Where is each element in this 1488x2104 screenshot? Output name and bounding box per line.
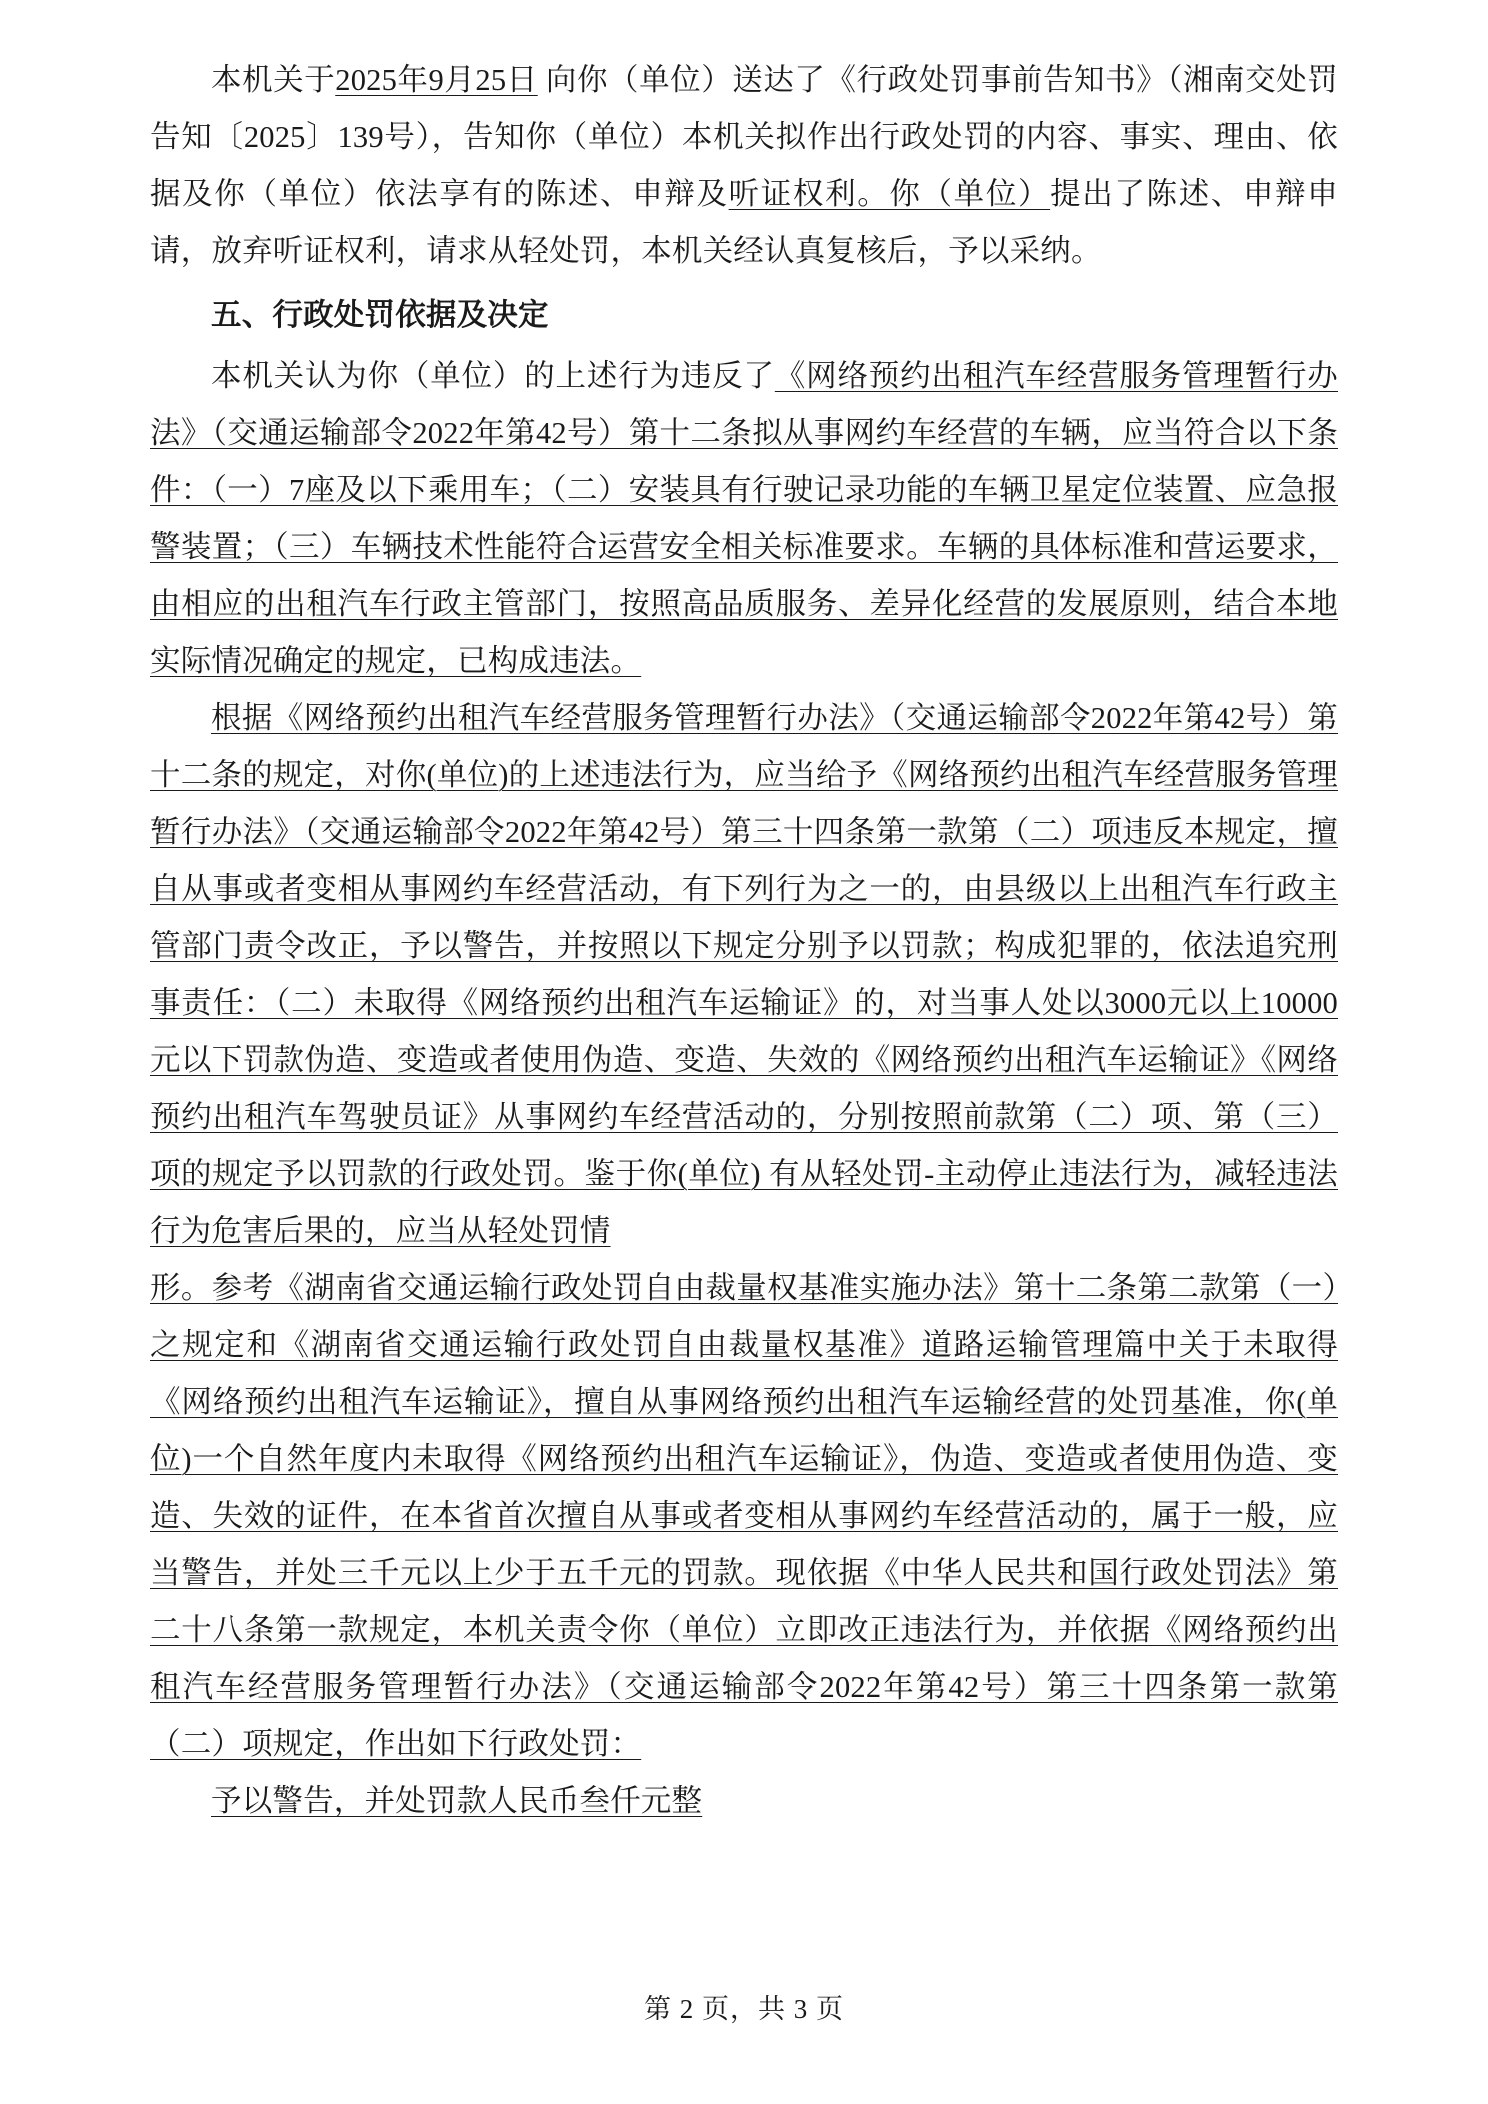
notice-paragraph [150,52,1338,280]
penalty-result-paragraph [150,1773,1338,1830]
violation-basis-run-0: 本机关认为你（单位）的上述行为违反了 [211,359,775,393]
violation-basis-paragraph [150,348,1338,690]
discretion-standard-run-1: 参考《湖南省交通运输行政处罚自由裁量权基准实施办法》第十二条第二款第（一）之规定和《湖南省交通运输行政处罚自由裁量权基准》道路运输管理篇中关于未取得《网络预约出租汽车运输证》，擅自从事网络预约出租汽车运输经营的处罚基准，你(单位)一个自然年度内未取得《网络预约出租汽车运输证》，伪造、变造或者使用伪造、变造、失效的证件，在本省首次擅自从事或者变相从事网约车经营活动的，属于一般，应当警告，并处三千元以上少于五千元的罚款。现依据《中华人民共和国行政处罚法》第二十八条第一款规定，本机关责令你（单位）立即改正违法行为，并依据《网络预约出租汽车经营服务管理暂行办法》（交通运输部令2022年第42号）第三十四条第一款第（二）项规定，作出如下行政处罚： [150,1271,1338,1761]
notice-run-0: 本机关于 [211,63,336,97]
discretion-standard-paragraph [150,1260,1338,1773]
document-body [150,52,1338,1830]
notice-date: 2025年9月25日 [335,63,538,97]
notice-run-4: 提出了陈述、申辩申请，放弃听证权利，请求从轻处罚，本机关经认真复核后，予以采纳。 [150,177,1338,268]
penalty-result-text: 予以警告，并处罚款人民币叁仟元整 [211,1784,703,1818]
violation-basis-run-1: 《网络预约出租汽车经营服务管理暂行办法》（交通运输部令2022年第42号）第十二条拟从事网约车经营的车辆，应当符合以下条件：（一）7座及以下乘用车；（二）安装具有行驶记录功能的车辆卫星定位装置、应急报警装置；（三）车辆技术性能符合运营安全相关标准要求。车辆的具体标准和营运要求，由相应的出租汽车行政主管部门，按照高品质服务、差异化经营的发展原则，结合本地实际情况确定的规定，已构成违法。 [150,359,1338,678]
section-heading: 五、行政处罚依据及决定 [211,298,549,332]
page-footer: 第 2 页，共 3 页 [644,1994,844,2024]
notice-run-3: 听证权利。你（单位） [728,177,1051,211]
penalty-decision-run-0: 根据《网络预约出租汽车经营服务管理暂行办法》（交通运输部令2022年第42号）第十二条的规定，对你(单位)的上述违法行为，应当给予《网络预约出租汽车经营服务管理暂行办法》（交通运输部令2022年第42号）第三十四条第一款第（二）项违反本规定，擅自从事或者变相从事网约车经营活动，有下列行为之一的，由县级以上出租汽车行政主管部门责令改正，予以警告，并按照以下规定分别予以罚款；构成犯罪的，依法追究刑事责任：（二）未取得《网络预约出租汽车运输证》的，对当事人处以3000元以上10000元以下罚款伪造、变造或者使用伪造、变造、失效的《网络预约出租汽车运输证》《网络预约出租汽车驾驶员证》从事网约车经营活动的，分别按照前款第（二）项、第（三）项的规定予以罚款的行政处罚。鉴于你(单位) 有从轻处罚-主动停止违法行为，减轻违法行为危害后果的，应当从轻处罚情 [150,701,1338,1248]
discretion-standard-run-0: 形。 [150,1271,212,1305]
notice-run-2: 向你（单位）送达了《行政处罚事前告知书》（湘南交处罚告知〔2025〕139号），告知你（单位）本机关拟作出行政处罚的内容、事实、理由、依据及你（单位）依法享有的陈述、申辩及 [150,63,1338,211]
penalty-decision-paragraph [150,690,1338,1260]
